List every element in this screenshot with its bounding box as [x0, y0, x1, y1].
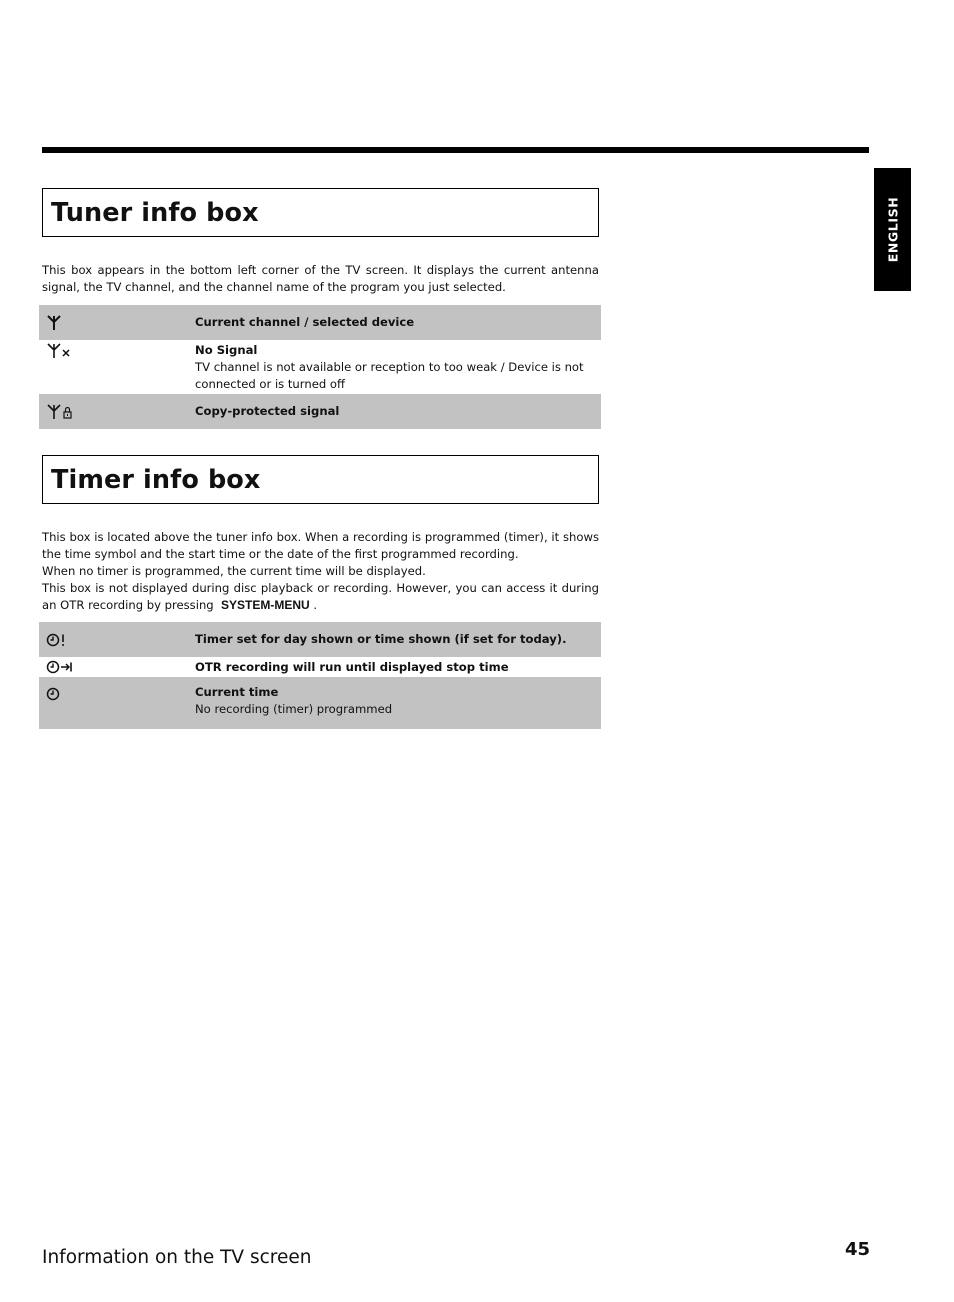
- row-description: No recording (timer) programmed: [195, 702, 393, 716]
- tuner-section-header: [42, 188, 599, 237]
- top-rule: [42, 147, 869, 153]
- timer-icon-table: [39, 622, 601, 729]
- timer-section-title: Timer info box: [51, 465, 261, 495]
- footer-section-title: Information on the TV screen: [42, 1247, 312, 1268]
- table-row: [39, 340, 601, 394]
- row-label: OTR recording will run until displayed stop time: [195, 659, 509, 674]
- timer-para-2: When no timer is programmed, the current time will be displayed.: [42, 564, 426, 578]
- row-label: Current time: [195, 685, 279, 699]
- antenna-lock-icon: [39, 404, 195, 420]
- tuner-section-title: Tuner info box: [51, 198, 259, 228]
- clock-arrow-icon: [39, 660, 195, 674]
- clock-alert-icon: [39, 633, 195, 647]
- timer-para-3-text: This box is not displayed during disc playback or recording. However, you can access it during an OTR recording by pressing: [42, 581, 599, 612]
- system-menu-key: SYSTEM-MENU: [221, 598, 310, 612]
- table-row: [39, 657, 601, 677]
- tuner-intro-text: This box appears in the bottom left corner of the TV screen. It displays the current antenna signal, the TV channel, and the channel name of the program you just selected.: [42, 263, 599, 294]
- row-label: Copy-protected signal: [195, 404, 340, 418]
- tuner-icon-table: [39, 305, 601, 429]
- timer-para-3: [42, 580, 599, 614]
- table-row: [39, 305, 601, 340]
- tuner-intro-paragraph: [42, 262, 599, 296]
- row-label: Current channel / selected device: [195, 315, 415, 329]
- antenna-no-signal-icon: [39, 342, 195, 394]
- table-row: [39, 677, 601, 729]
- timer-para-3-end: .: [309, 598, 318, 612]
- timer-para-1: This box is located above the tuner info box. When a recording is programmed (timer), it shows the time symbol and the start time or the date of the first programmed recording.: [42, 530, 599, 561]
- table-row: [39, 394, 601, 429]
- table-row: [39, 622, 601, 657]
- clock-icon: [39, 684, 195, 729]
- row-label: No Signal: [195, 343, 258, 357]
- timer-section-header: [42, 455, 599, 504]
- page-number: 45: [845, 1239, 871, 1260]
- language-tab: [874, 168, 911, 291]
- language-tab-label: ENGLISH: [885, 196, 901, 263]
- row-description: TV channel is not available or reception to too weak / Device is not connected or is turned off: [195, 360, 584, 391]
- row-label: Timer set for day shown or time shown (if set for today).: [195, 632, 567, 646]
- timer-intro-paragraph: [42, 529, 599, 614]
- antenna-icon: [39, 315, 195, 331]
